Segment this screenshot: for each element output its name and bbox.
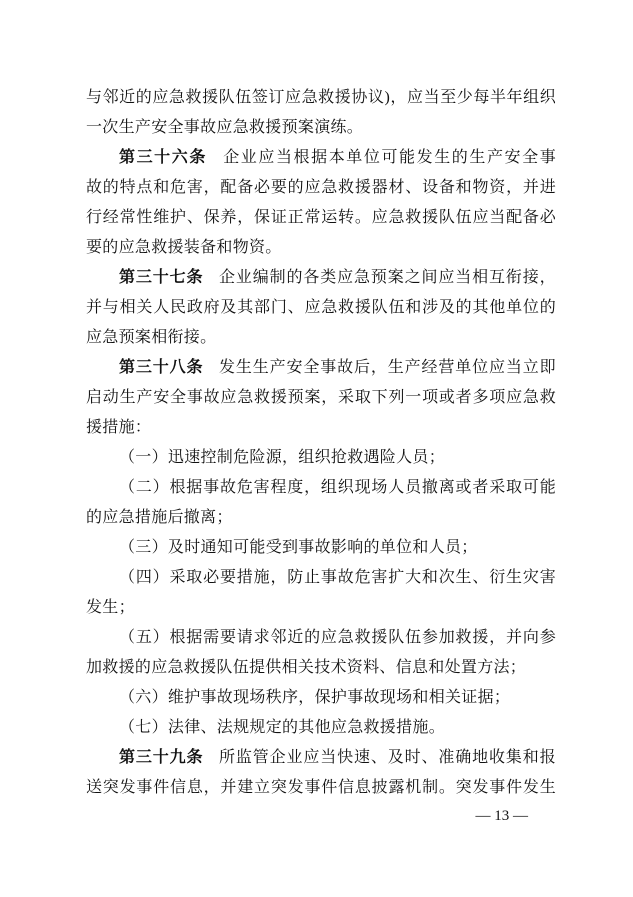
text-line (86, 563, 556, 593)
text-line (86, 623, 556, 653)
text-line-content: （七）法律、法规规定的其他应急救援措施。 (119, 719, 446, 736)
text-line-content: 并与相关人民政府及其部门、应急救援队伍和涉及的其他单位的 (86, 299, 556, 316)
text-line (86, 173, 556, 203)
text-line (86, 533, 556, 563)
text-line-content: 援措施： (86, 419, 152, 436)
text-line-content: 的应急措施后撤离； (86, 509, 233, 526)
text-line (86, 473, 556, 503)
text-line-content: 一次生产安全事故应急救援预案演练。 (86, 119, 364, 136)
text-line (86, 773, 556, 803)
text-line (86, 713, 556, 743)
text-line-content: 故的特点和危害，配备必要的应急救援器材、设备和物资，并进 (86, 179, 556, 196)
article-number: 第三十八条 (119, 359, 204, 376)
text-line-content: 企业编制的各类应急预案之间应当相互衔接， (218, 269, 556, 286)
text-line (86, 323, 556, 353)
text-line-content: 发生生产安全事故后，生产经营单位应当立即 (218, 359, 556, 376)
text-line (86, 593, 556, 623)
text-line-content: 送突发事件信息，并建立突发事件信息披露机制。突发事件发生 (86, 779, 556, 796)
text-line-content: （五）根据需要请求邻近的应急救援队伍参加救援，并向参 (119, 629, 556, 646)
text-line-content: （三）及时通知可能受到事故影响的单位和人员； (119, 539, 478, 556)
text-line (86, 293, 556, 323)
article-number: 第三十六条 (119, 149, 207, 166)
text-line-content: （二）根据事故危害程度，组织现场人员撤离或者采取可能 (119, 479, 556, 496)
text-line-content: （一）迅速控制危险源，组织抢救遇险人员； (119, 449, 446, 466)
text-line (86, 503, 556, 533)
text-line (86, 113, 556, 143)
text-line-content: （四）采取必要措施，防止事故危害扩大和次生、衍生灾害 (119, 569, 556, 586)
text-line-content: （六）维护事故现场秩序，保护事故现场和相关证据； (119, 689, 511, 706)
text-line (86, 413, 556, 443)
text-line (86, 203, 556, 233)
text-line (86, 143, 556, 173)
document-body (86, 83, 556, 803)
text-line (86, 653, 556, 683)
text-line (86, 383, 556, 413)
page-number: — 13 — (475, 808, 528, 824)
text-line (86, 443, 556, 473)
text-line-content: 与邻近的应急救援队伍签订应急救援协议)，应当至少每半年组织 (86, 89, 556, 106)
text-line (86, 683, 556, 713)
text-line-content: 所监管企业应当快速、及时、准确地收集和报 (218, 749, 556, 766)
text-line-content: 要的应急救援装备和物资。 (86, 239, 282, 256)
text-line (86, 263, 556, 293)
text-line (86, 743, 556, 773)
text-line-content: 应急预案相衔接。 (86, 329, 217, 346)
article-number: 第三十七条 (119, 269, 204, 286)
text-line (86, 233, 556, 263)
text-line-content: 企业应当根据本单位可能发生的生产安全事 (221, 149, 556, 166)
text-line (86, 83, 556, 113)
text-line (86, 353, 556, 383)
text-line-content: 行经常性维护、保养，保证正常运转。应急救援队伍应当配备必 (86, 209, 556, 226)
article-number: 第三十九条 (119, 749, 204, 766)
text-line-content: 加救援的应急救援队伍提供相关技术资料、信息和处置方法； (86, 659, 527, 676)
text-line-content: 启动生产安全事故应急救援预案，采取下列一项或者多项应急救 (86, 389, 556, 406)
text-line-content: 发生； (86, 599, 135, 616)
